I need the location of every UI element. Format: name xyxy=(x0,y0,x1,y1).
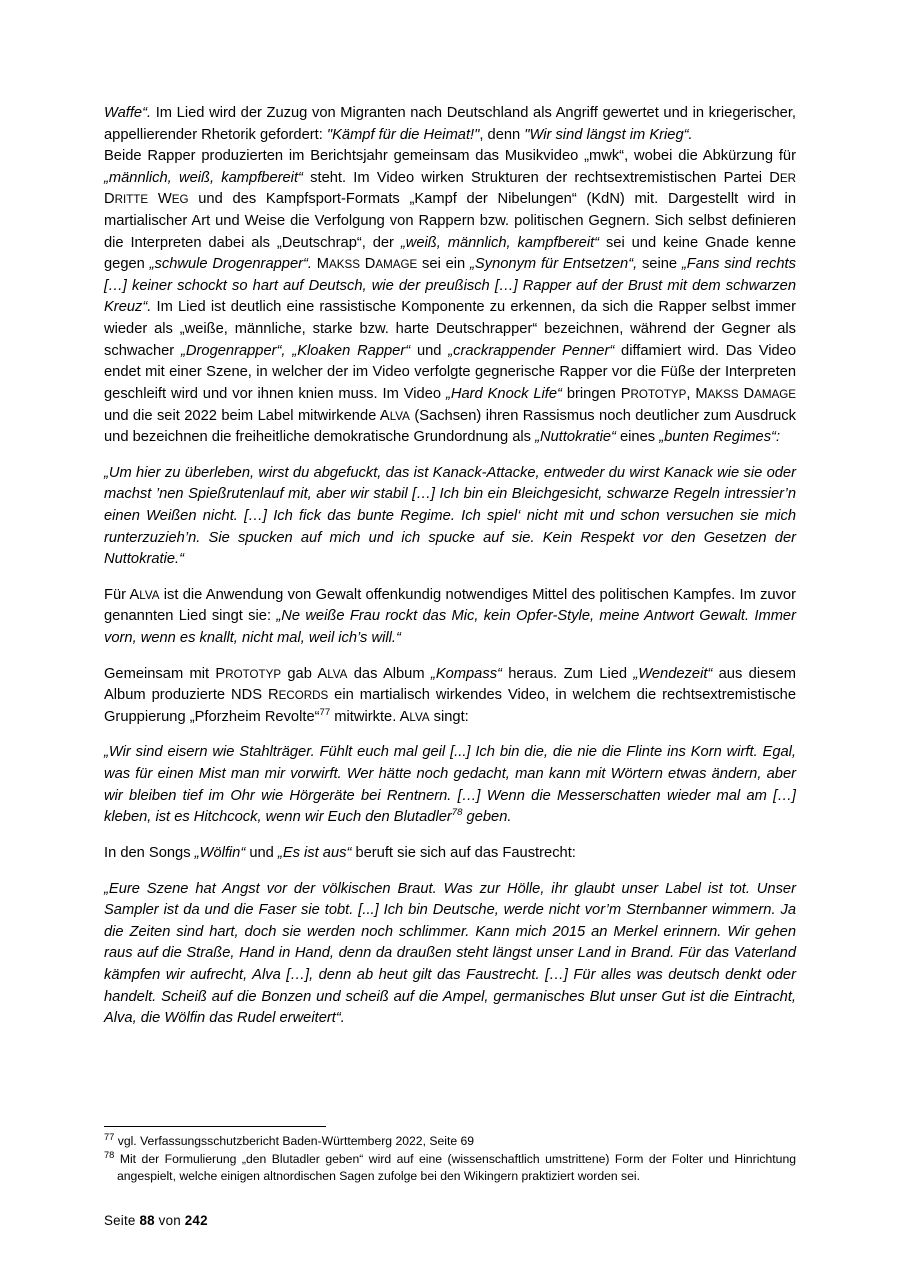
footer-current-page: 88 xyxy=(139,1213,155,1228)
emphasis-text: „Drogenrapper“, „Kloaken Rapper“ xyxy=(181,342,411,359)
small-caps-name: RECORDS xyxy=(268,687,329,704)
text-run: und des Kampfsport-Formats „Kampf der Nibelungen“ (KdN) mit. Dargestellt wird in martialischer Art und Weise die Verfolgung von Rappern bzw. politischen Gegnern. Sich selbst definieren die Interpreten dabei als „Deutschrap“, der xyxy=(104,191,796,251)
text-run: steht. Im Video wirken Strukturen der rechtsextremistischen Partei xyxy=(302,169,770,186)
emphasis-text: „Nuttokratie“ xyxy=(535,429,616,446)
footer-total-pages: 242 xyxy=(184,1213,208,1228)
page-footer xyxy=(104,1213,208,1228)
small-caps-name: MAKSS DAMAGE xyxy=(695,385,796,402)
small-caps-name: PROTOTYP xyxy=(620,385,687,402)
page-body xyxy=(104,103,796,1030)
text-run: und die seit 2022 beim Label mitwirkende xyxy=(104,407,380,424)
paragraph xyxy=(104,879,796,1030)
text-run: aus diesem Album produzierte NDS xyxy=(104,665,796,704)
text-run: singt: xyxy=(429,708,469,725)
footnote-separator xyxy=(104,1126,326,1127)
emphasis-text: „weiß, männlich, kampfbereit“ xyxy=(400,234,600,251)
paragraph xyxy=(104,843,796,865)
emphasis-text: „männlich, weiß, kampfbereit“ xyxy=(104,169,303,186)
emphasis-text: „Wölfin“ xyxy=(194,844,246,861)
paragraph xyxy=(104,585,796,650)
paragraph xyxy=(104,742,796,828)
text-run: diffamiert wird. Das Video endet mit einer Szene, in welcher der im Video verfolgte gegnerische Rapper vor die Füße der Interpreten geschleift wird und vor ihnen knien muss. Im Video xyxy=(104,342,797,402)
small-caps-name: MAKSS DAMAGE xyxy=(316,256,418,273)
small-caps-name: ALVA xyxy=(379,407,410,424)
text-run: , denn xyxy=(479,126,525,143)
emphasis-text: „Wir sind eisern wie Stahlträger. Fühlt euch mal geil [...] Ich bin die, die nie die Flinte ins Korn wirft. Egal, was für einen Mist man mir vorwirft. Wer hätte noch gedacht, man kann mit Wörtern etwas ändern, aber wir bleiben tief im Ohr wie Hörgeräte bei Rentnern. […] Wenn die Messerschatten wieder mal am […] kleben, ist es Hitchcock, wenn wir Euch den Blutadler xyxy=(104,744,796,826)
text-run: mitwirkte. xyxy=(330,708,400,725)
emphasis-text: „Hard Knock Life“ xyxy=(445,385,562,402)
text-run: sei ein xyxy=(417,256,471,273)
small-caps-name: ALVA xyxy=(129,586,160,603)
emphasis-text: „Wendezeit“ xyxy=(633,665,713,682)
text-run: Im Lied ist deutlich eine rassistische Komponente zu erkennen, da sich die Rapper selbst immer wieder als „weiße, männliche, starke bzw. harte Deutschrapper“ bezeichnen, während der Gegner als schwacher xyxy=(104,299,796,359)
emphasis-text: „Fans sind rechts […] keiner schockt so hart auf Deutsch, wie der preußisch […] Rapper auf der Brust mit dem schwarzen Kreuz“. xyxy=(104,256,796,316)
text-run: bringen xyxy=(561,385,621,402)
emphasis-text: "Kämpf für die Heimat!" xyxy=(326,126,480,143)
emphasis-text: „Eure Szene hat Angst vor der völkischen Braut. Was zur Hölle, ihr glaubt unser Label ist tot. Unser Sampler ist da und die Faser sie tobt. [...] Ich bin Deutsche, werde nicht vor’m Sternbanner wimmern. Ja die Zeiten sind hart, doch sie werden noch schlimmer. Kann mich 2015 an Merkel erinnern. Wir gehen raus auf die Straße, Hand in Hand, denn da draußen steht längst unser Land in Brand. Für das Vaterland kämpfen wir aufrecht, Alva […], denn ab heut gilt das Faustrecht. […] Für alles was deutsch denkt oder handelt. Scheiß auf die Bonzen und scheiß auf die Ampel, germanisches Blut unser Gut ist die Eintracht, Alva, die Wölfin das Rudel erweitert“. xyxy=(104,880,796,1027)
emphasis-text: „Um hier zu überleben, wirst du abgefuckt, das ist Kanack-Attacke, entweder du wirst Kanack wie sie oder machst ’nen Spießrutenlauf mit, aber wir stabil […] Ich bin ein Bleichgesicht, schwarze Regeln intressier’n einen Weißen nicht. […] Ich fick das bunte Regime. Ich spiel‘ nicht mit und schon versuchen sie mich runterzuzieh’n. Sie spucken auf mich und ich spucke auf sie. Kein Respekt vor den Gesetzen der Nuttokratie.“ xyxy=(104,464,796,568)
paragraph xyxy=(104,463,796,571)
paragraph xyxy=(104,146,796,449)
text-run: heraus. Zum Lied xyxy=(501,665,634,682)
emphasis-text: „Synonym für Entsetzen“, xyxy=(470,256,638,273)
text-run: seine xyxy=(637,256,682,273)
text-run: In den Songs xyxy=(104,844,195,861)
emphasis-text: Waffe“. xyxy=(104,105,152,121)
text-run: und xyxy=(410,342,449,359)
emphasis-text: „Kompass“ xyxy=(430,665,502,682)
footnote-reference[interactable]: 78 xyxy=(451,807,463,819)
text-run: ein martialisch wirkendes Video, in welchem die rechtsextremistische Gruppierung „Pforzheim Revolte“ xyxy=(104,687,796,725)
text-run: (Sachsen) ihren Rassismus noch deutlicher zum Ausdruck und bezeichnen die freiheitliche demokratische Grundordnung als xyxy=(104,407,796,446)
small-caps-name: ALVA xyxy=(399,708,430,725)
footnote-reference[interactable]: 77 xyxy=(319,706,331,718)
emphasis-text: „Es ist aus“ xyxy=(277,844,352,861)
footnote-number: 77 xyxy=(104,1131,115,1142)
text-run: ist die Anwendung von Gewalt offenkundig notwendiges Mittel des politischen Kampfes. Im zuvor genannten Lied singt sie: xyxy=(104,586,796,625)
small-caps-name: PROTOTYP xyxy=(215,665,282,682)
footnote-text: Mit der Formulierung „den Blutadler geben“ wird auf eine (wissenschaftlich umstrittene) Form der Folter und Hinrichtung angespielt, welche einigen altnordischen Sagen zufolge bei den Wikingern praktiziert worden sei. xyxy=(114,1151,796,1183)
small-caps-name: ALVA xyxy=(317,665,348,682)
text-run: Für xyxy=(104,586,130,603)
footer-prefix: Seite xyxy=(104,1213,140,1228)
footnote xyxy=(104,1133,796,1150)
emphasis-text: „schwule Drogenrapper“. xyxy=(149,256,312,273)
emphasis-text: "Wir sind längst im Krieg“. xyxy=(524,126,693,143)
text-run: eines xyxy=(615,429,660,446)
text-run: sei und keine Gnade kenne gegen xyxy=(104,234,796,273)
emphasis-text: geben. xyxy=(462,809,512,826)
text-run: Beide Rapper produzierten im Berichtsjahr gemeinsam das Musikvideo „mwk“, wobei die Abkürzung für xyxy=(104,148,796,165)
footnote-text: vgl. Verfassungsschutzbericht Baden-Württemberg 2022, Seite 69 xyxy=(114,1134,475,1148)
small-caps-name: DER DRITTE WEG xyxy=(104,169,796,208)
emphasis-text: „Ne weiße Frau rockt das Mic, kein Opfer-Style, meine Antwort Gewalt. Immer vorn, wenn es knallt, nicht mal, weil ich’s will.“ xyxy=(104,608,796,647)
text-run: das Album xyxy=(347,665,431,682)
text-run: Im Lied wird der Zuzug von Migranten nach Deutschland als Angriff gewertet und in kriegerischer, appellierender Rhetorik gefordert: xyxy=(104,105,796,143)
footnote-number: 78 xyxy=(104,1149,115,1160)
paragraph xyxy=(104,103,796,146)
emphasis-text: „crackrappender Penner“ xyxy=(448,342,615,359)
footnote-area xyxy=(104,1133,796,1185)
text-run: , xyxy=(686,385,696,402)
footnote xyxy=(104,1151,796,1185)
text-run: beruft sie sich auf das Faustrecht: xyxy=(351,844,576,861)
footer-middle: von xyxy=(154,1213,185,1228)
emphasis-text: „bunten Regimes“: xyxy=(659,429,781,446)
text-run: gab xyxy=(281,665,318,682)
text-run: und xyxy=(245,844,278,861)
text-run: Gemeinsam mit xyxy=(104,665,216,682)
paragraph xyxy=(104,664,796,729)
